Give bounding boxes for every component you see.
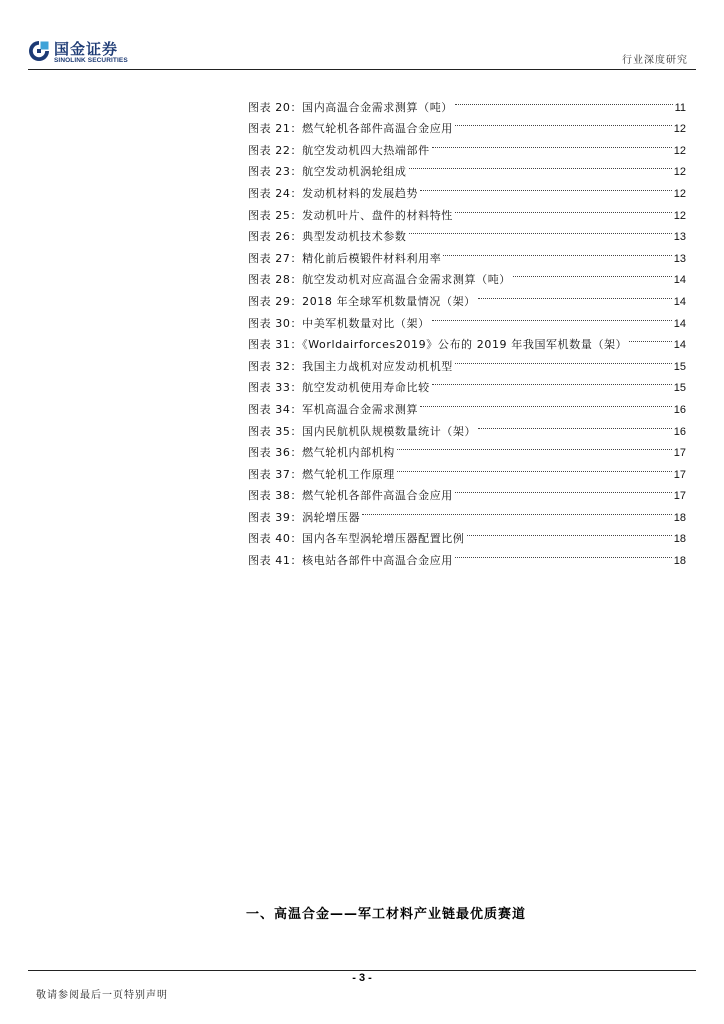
toc-dot-leader: [397, 456, 672, 478]
toc-entry-label: 图表 41：核电站各部件中高温合金应用: [248, 554, 453, 568]
toc-entry-page: 14: [673, 339, 686, 352]
toc-entry-page: 18: [673, 555, 686, 568]
toc-entry-label: 图表 36：燃气轮机内部机构: [248, 446, 395, 460]
toc-entry-label: 图表 25：发动机叶片、盘件的材料特性: [248, 208, 453, 222]
toc-entry-page: 18: [673, 533, 686, 546]
toc-dot-leader: [629, 327, 672, 349]
toc-entry-label: 图表 37：燃气轮机工作原理: [248, 467, 395, 481]
toc-dot-leader: [455, 111, 672, 133]
table-of-figures: [248, 89, 686, 568]
sinolink-logo: [28, 40, 138, 68]
toc-dot-leader: [513, 262, 672, 284]
toc-entry-label: 图表 39：涡轮增压器: [248, 510, 361, 524]
toc-dot-leader: [397, 435, 672, 457]
sinolink-logo-icon: [28, 40, 50, 62]
toc-dot-leader: [409, 219, 672, 241]
toc-entry-page: 16: [673, 403, 686, 416]
toc-entry-label: 图表 24：发动机材料的发展趋势: [248, 186, 419, 200]
toc-dot-leader: [432, 132, 672, 154]
page-header: [0, 0, 724, 72]
header-divider: [28, 69, 696, 70]
toc-entry-label: 图表 29：2018 年全球军机数量情况（架）: [248, 294, 476, 308]
toc-entry-label: 图表 20：国内高温合金需求测算（吨）: [248, 100, 453, 114]
toc-entry[interactable]: [248, 89, 686, 114]
footer-divider: [28, 970, 696, 971]
toc-dot-leader: [432, 370, 672, 392]
toc-dot-leader: [478, 413, 672, 435]
toc-entry-page: 16: [673, 425, 686, 438]
toc-entry-page: 18: [673, 511, 686, 524]
toc-entry-label: 图表 40：国内各车型涡轮增压器配置比例: [248, 532, 465, 546]
toc-entry-page: 14: [673, 295, 686, 308]
toc-entry-page: 14: [673, 317, 686, 330]
report-type: 行业深度研究: [622, 55, 688, 66]
toc-entry-label: 图表 31：《Worldairforces2019》公布的 2019 年我国军机数量（架）: [248, 338, 628, 352]
toc-entry-label: 图表 30：中美军机数量对比（架）: [248, 316, 430, 330]
footer-disclaimer: 敬请参阅最后一页特别声明: [36, 990, 168, 1001]
logo-chinese-name: 国金证券: [54, 40, 119, 58]
toc-entry-label: 图表 23：航空发动机涡轮组成: [248, 165, 407, 179]
toc-dot-leader: [478, 283, 672, 305]
toc-entry-page: 12: [673, 209, 686, 222]
toc-dot-leader: [362, 499, 672, 521]
toc-entry-label: 图表 26：典型发动机技术参数: [248, 230, 407, 244]
toc-entry-page: 12: [673, 123, 686, 136]
toc-entry-page: 14: [673, 274, 686, 287]
toc-entry-label: 图表 32：我国主力战机对应发动机机型: [248, 359, 453, 373]
toc-dot-leader: [467, 521, 672, 543]
toc-entry-page: 11: [674, 101, 686, 114]
toc-dot-leader: [443, 240, 671, 262]
toc-dot-leader: [409, 154, 672, 176]
toc-dot-leader: [455, 542, 672, 564]
toc-entry-label: 图表 34：军机高温合金需求测算: [248, 402, 419, 416]
toc-dot-leader: [455, 89, 673, 111]
toc-dot-leader: [432, 305, 672, 327]
toc-entry-page: 17: [673, 490, 686, 503]
toc-dot-leader: [455, 348, 672, 370]
logo-english-name: SINOLINK SECURITIES: [54, 57, 128, 64]
toc-entry-label: 图表 28：航空发动机对应高温合金需求测算（吨）: [248, 273, 511, 287]
toc-entry-page: 12: [673, 166, 686, 179]
toc-dot-leader: [455, 197, 672, 219]
toc-entry-label: 图表 35：国内民航机队规模数量统计（架）: [248, 424, 477, 438]
toc-dot-leader: [420, 175, 672, 197]
toc-entry-page: 13: [673, 231, 686, 244]
toc-entry-label: 图表 21：燃气轮机各部件高温合金应用: [248, 122, 453, 136]
toc-dot-leader: [455, 478, 672, 500]
toc-entry-page: 15: [673, 382, 686, 395]
page-number: - 3 -: [352, 972, 372, 984]
toc-entry-label: 图表 33：航空发动机使用寿命比较: [248, 381, 430, 395]
toc-entry-page: 17: [673, 468, 686, 481]
toc-entry-page: 17: [673, 447, 686, 460]
toc-entry-label: 图表 22：航空发动机四大热端部件: [248, 143, 430, 157]
toc-entry-page: 12: [673, 187, 686, 200]
toc-entry-label: 图表 38：燃气轮机各部件高温合金应用: [248, 489, 453, 503]
toc-entry-label: 图表 27：精化前后模锻件材料利用率: [248, 251, 442, 265]
toc-entry-page: 12: [673, 144, 686, 157]
section-heading: 一、高温合金——军工材料产业链最优质赛道: [246, 907, 527, 922]
toc-entry-page: 13: [673, 252, 686, 265]
toc-entry-page: 15: [673, 360, 686, 373]
toc-dot-leader: [420, 391, 672, 413]
